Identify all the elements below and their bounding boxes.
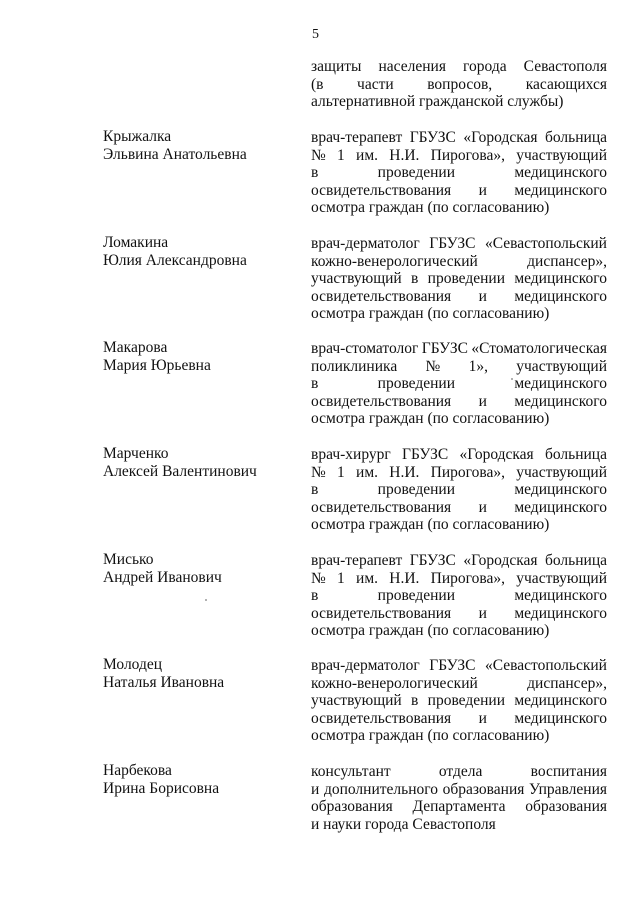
text-line <box>311 76 607 94</box>
word: ГБУЗС <box>409 129 456 146</box>
word: отдела <box>438 763 483 780</box>
text-line <box>311 305 607 323</box>
member-name <box>103 762 303 798</box>
word: Департамента <box>412 798 506 815</box>
word: Севастополя <box>523 58 607 75</box>
word: проведении <box>377 375 456 392</box>
member-role <box>311 657 607 745</box>
member-name <box>103 551 303 587</box>
word: медицинского <box>514 375 607 392</box>
text-line <box>311 675 607 693</box>
text-line <box>311 727 607 745</box>
text-line <box>311 570 607 588</box>
word: больница <box>544 446 607 463</box>
word: кожно-венерологический <box>311 252 478 270</box>
word: осмотра граждан (по согласованию) <box>311 410 550 427</box>
member-surname: Мисько <box>103 551 154 568</box>
word: им. <box>356 569 379 587</box>
text-line <box>311 781 607 799</box>
word: и <box>311 780 320 798</box>
text-line <box>311 340 607 358</box>
member-name <box>103 445 303 481</box>
word: медицинского <box>514 498 607 516</box>
word: осмотра граждан (по согласованию) <box>311 199 550 216</box>
word: проведении <box>377 481 456 498</box>
word: врач-дерматолог <box>311 657 420 674</box>
text-line <box>311 605 607 623</box>
word: образования <box>525 798 607 815</box>
member-surname: Нарбекова <box>103 762 172 779</box>
member-name <box>103 339 303 375</box>
word: 1 <box>337 146 345 164</box>
word: № <box>425 357 441 375</box>
word: № <box>311 463 326 481</box>
member-surname: Макарова <box>103 339 168 356</box>
text-line <box>311 235 607 253</box>
word: в <box>411 692 419 709</box>
word: освидетельствования <box>311 392 452 410</box>
word: медицинского <box>514 164 607 181</box>
text-line <box>311 552 607 570</box>
word: больница <box>545 129 607 146</box>
word: освидетельствования <box>311 604 452 622</box>
word: медицинского <box>514 587 607 604</box>
member-given-names: Юлия Александровна <box>103 252 247 269</box>
text-line <box>311 253 607 271</box>
text-line <box>311 816 607 834</box>
text-line <box>311 587 607 605</box>
word: больница <box>545 552 607 569</box>
word: освидетельствования <box>311 498 452 516</box>
word: Н.И. <box>389 463 420 481</box>
text-line <box>311 710 607 728</box>
word: 1 <box>337 463 345 481</box>
word: дополнительного <box>323 780 438 798</box>
member-surname: Крыжалка <box>103 128 172 145</box>
text-line <box>311 129 607 147</box>
word: ГБУЗС <box>429 657 476 674</box>
text-line <box>311 657 607 675</box>
text-line <box>311 410 607 428</box>
word: участвующий <box>311 270 402 287</box>
word: участвующий <box>516 569 607 587</box>
word: № <box>311 146 326 164</box>
word: врач-стоматолог <box>311 340 419 357</box>
word: образования <box>442 780 525 798</box>
member-given-names: Алексей Валентинович <box>103 463 257 480</box>
word: «Севастопольский <box>484 657 607 674</box>
word: им. <box>356 463 379 481</box>
word: касающихся <box>525 75 607 93</box>
text-line <box>311 182 607 200</box>
word: освидетельствования <box>311 287 452 305</box>
word: населения <box>378 58 446 75</box>
word: «Городская <box>459 446 534 463</box>
word: и <box>478 287 487 305</box>
word: медицинского <box>514 270 607 287</box>
text-line <box>311 288 607 306</box>
word: Н.И. <box>389 569 420 587</box>
word: и <box>478 181 487 199</box>
word: и <box>478 392 487 410</box>
member-given-names: Ирина Борисовна <box>103 780 220 797</box>
text-line <box>311 375 607 393</box>
member-role <box>311 552 607 640</box>
text-line <box>311 622 607 640</box>
word: Пирогова», <box>430 569 506 587</box>
word: города <box>463 58 507 75</box>
text-line <box>311 393 607 411</box>
word: осмотра граждан (по согласованию) <box>311 516 550 533</box>
word: консультант <box>311 763 391 780</box>
word: Управления <box>529 780 607 798</box>
word: освидетельствования <box>311 709 452 727</box>
text-line <box>311 270 607 288</box>
text-line <box>311 798 607 816</box>
word: Пирогова», <box>430 146 506 164</box>
word: ГБУЗС <box>429 235 476 252</box>
member-name <box>103 656 303 692</box>
word: участвующий <box>516 357 607 375</box>
word: поликлиника <box>311 357 398 375</box>
word: 1 <box>337 569 345 587</box>
word: в <box>311 164 319 181</box>
member-given-names: Эльвина Анатольевна <box>103 146 247 163</box>
word: Пирогова», <box>430 463 506 481</box>
word: медицинского <box>514 181 607 199</box>
member-role <box>311 446 607 534</box>
word: участвующий <box>516 463 607 481</box>
word: в <box>311 481 319 498</box>
page-number: 5 <box>312 27 319 42</box>
word: в <box>311 375 319 392</box>
word: медицинского <box>514 481 607 498</box>
word: медицинского <box>514 392 607 410</box>
word: «Стоматологическая <box>471 340 607 357</box>
word: кожно-венерологический <box>311 674 478 692</box>
text-line <box>311 199 607 217</box>
word: диспансер», <box>527 252 607 270</box>
word: (в <box>311 75 324 93</box>
word: и <box>478 709 487 727</box>
word: альтернативной гражданской службы) <box>311 93 564 110</box>
word: проведении <box>427 692 506 709</box>
word: в <box>311 587 319 604</box>
text-line <box>311 446 607 464</box>
text-line <box>311 164 607 182</box>
member-role <box>311 340 607 428</box>
text-line <box>311 464 607 482</box>
word: ГБУЗС <box>409 552 456 569</box>
word: № <box>311 569 326 587</box>
word: участвующий <box>516 146 607 164</box>
member-surname: Ломакина <box>103 234 169 251</box>
member-role <box>311 129 607 217</box>
text-line <box>311 763 607 781</box>
word: осмотра граждан (по согласованию) <box>311 305 550 322</box>
member-surname: Марченко <box>103 445 169 462</box>
text-line <box>311 516 607 534</box>
word: врач-хирург <box>311 446 391 463</box>
text-line <box>311 481 607 499</box>
word: врач-терапевт <box>311 129 403 146</box>
word: осмотра граждан (по согласованию) <box>311 727 550 744</box>
text-line <box>311 147 607 165</box>
word: «Городская <box>463 552 538 569</box>
member-name <box>103 128 303 164</box>
text-line <box>311 93 607 111</box>
word: Н.И. <box>389 146 420 164</box>
word: «Городская <box>463 129 538 146</box>
word: в <box>411 270 419 287</box>
scan-speck <box>205 599 207 601</box>
word: и <box>478 498 487 516</box>
word: медицинского <box>514 604 607 622</box>
text-line <box>311 692 607 710</box>
word: врач-дерматолог <box>311 235 420 252</box>
word: освидетельствования <box>311 181 452 199</box>
word: врач-терапевт <box>311 552 403 569</box>
word: 1», <box>468 357 488 375</box>
member-role <box>311 235 607 323</box>
word: ГБУЗС <box>421 340 468 357</box>
text-line <box>311 358 607 376</box>
member-name <box>103 234 303 270</box>
word: проведении <box>377 587 456 604</box>
word: проведении <box>427 270 506 287</box>
member-given-names: Наталья Ивановна <box>103 674 225 691</box>
word: воспитания <box>530 763 607 780</box>
word: медицинского <box>514 692 607 709</box>
word: вопросов, <box>427 75 493 93</box>
word: осмотра граждан (по согласованию) <box>311 622 550 639</box>
word: ГБУЗС <box>402 446 449 463</box>
member-role <box>311 763 607 833</box>
text-line <box>311 58 607 76</box>
member-given-names: Андрей Иванович <box>103 569 222 586</box>
word: медицинского <box>514 287 607 305</box>
member-surname: Молодец <box>103 656 163 673</box>
word: диспансер», <box>527 674 607 692</box>
word: «Севастопольский <box>484 235 607 252</box>
word: образования <box>311 798 393 815</box>
word: и науки города Севастополя <box>311 815 496 833</box>
continuation-text <box>311 58 607 111</box>
word: им. <box>356 146 379 164</box>
member-given-names: Мария Юрьевна <box>103 357 211 374</box>
word: проведении <box>377 164 456 181</box>
word: участвующий <box>311 692 402 709</box>
word: части <box>357 75 394 93</box>
word: и <box>478 604 487 622</box>
word: медицинского <box>514 709 607 727</box>
scan-speck <box>511 378 513 380</box>
text-line <box>311 499 607 517</box>
word: защиты <box>311 58 362 75</box>
